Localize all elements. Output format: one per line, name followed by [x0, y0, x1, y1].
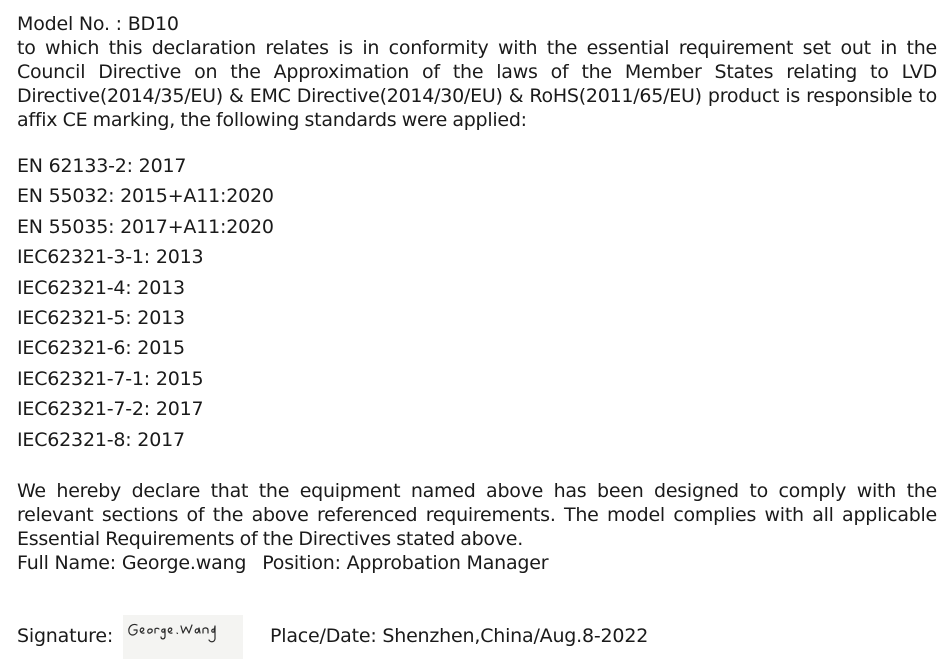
signature-label: Signature:: [17, 625, 114, 647]
standard-item: IEC62321-6: 2015: [17, 337, 185, 360]
standard-item: IEC62321-7-1: 2015: [17, 367, 204, 390]
declaration-statement: We hereby declare that the equipment named above has been designed to comply with the relevant sections of the above referenced requirements. The model complies with all applicable Essential Requirements of the Directives stated above.: [17, 480, 937, 551]
conformity-statement: to which this declaration relates is in conformity with the essential requirement set out in the Council Directive on the Approximation of the laws of the Member States relating to LVD Directive(2014/35/EU) & EMC Directive(2014/30/EU) & RoHS(2011/65/EU) product is responsible to affix CE marking, the following standards were applied:: [17, 37, 937, 131]
signatory-details: [17, 551, 937, 575]
full-name: Full Name: George.wang: [17, 552, 247, 575]
standard-item: EN 55035: 2017+A11:2020: [17, 215, 274, 238]
place-and-date: Place/Date: Shenzhen,China/Aug.8-2022: [270, 625, 649, 647]
standard-item: IEC62321-4: 2013: [17, 276, 185, 299]
standard-item: IEC62321-5: 2013: [17, 307, 185, 330]
signature-scribble: [123, 615, 243, 659]
standard-item: IEC62321-7-2: 2017: [17, 398, 204, 421]
standards-list: [17, 151, 937, 455]
declaration-document: [17, 12, 937, 647]
standard-item: EN 55032: 2015+A11:2020: [17, 185, 274, 208]
position: Position: Approbation Manager: [262, 552, 549, 575]
standard-item: IEC62321-8: 2017: [17, 428, 185, 451]
standard-item: IEC62321-3-1: 2013: [17, 246, 204, 269]
standard-item: EN 62133-2: 2017: [17, 155, 187, 177]
handwritten-signature: [123, 615, 243, 659]
model-number: Model No. : BD10: [17, 13, 179, 35]
signature-line: [17, 615, 937, 659]
